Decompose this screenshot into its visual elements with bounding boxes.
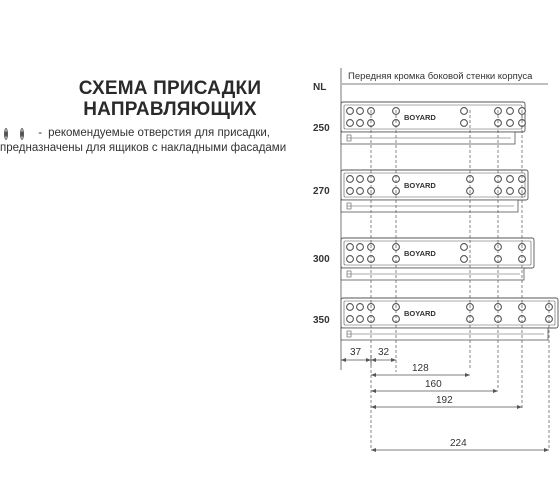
mounting-hole xyxy=(507,176,514,183)
slide-length-250: 250 xyxy=(313,123,330,134)
dim-160: 160 xyxy=(425,379,442,390)
dim-128: 128 xyxy=(412,363,429,374)
rail-brand-label: BOYARD xyxy=(404,113,436,122)
slide-rail-300 xyxy=(341,238,534,280)
slide-rail-270 xyxy=(341,170,528,212)
slide-rail-350 xyxy=(341,298,558,340)
mounting-hole xyxy=(357,176,364,183)
mounting-hole xyxy=(347,256,354,263)
mounting-hole xyxy=(347,108,354,115)
mounting-hole xyxy=(347,316,354,323)
mounting-hole xyxy=(357,316,364,323)
mounting-hole xyxy=(507,188,514,195)
legend-text-line-2: предназначены для ящиков с накладными фасадами xyxy=(0,142,287,154)
mounting-hole xyxy=(357,256,364,263)
mounting-hole xyxy=(357,188,364,195)
dim-224: 224 xyxy=(450,438,467,449)
mounting-hole xyxy=(357,244,364,251)
nl-label: NL xyxy=(313,82,327,93)
dim-32: 32 xyxy=(378,347,390,358)
mounting-hole xyxy=(461,244,468,251)
mounting-hole xyxy=(357,108,364,115)
legend-dash: - xyxy=(38,127,43,139)
rail-body xyxy=(341,298,558,328)
rail-brand-label: BOYARD xyxy=(404,181,436,190)
mounting-hole xyxy=(461,120,468,127)
rails-group xyxy=(341,102,558,340)
mounting-hole xyxy=(347,120,354,127)
dim-192: 192 xyxy=(436,395,453,406)
front-edge-label: Передняя кромка боковой стенки корпуса xyxy=(348,71,533,82)
mounting-hole xyxy=(461,256,468,263)
rail-body xyxy=(341,238,534,268)
slide-length-270: 270 xyxy=(313,186,330,197)
mounting-hole xyxy=(507,120,514,127)
slide-length-300: 300 xyxy=(313,254,330,265)
mounting-hole xyxy=(347,188,354,195)
rail-brand-label: BOYARD xyxy=(404,309,436,318)
mounting-hole xyxy=(357,304,364,311)
dim-37: 37 xyxy=(350,347,362,358)
mounting-hole xyxy=(347,176,354,183)
dimension-labels xyxy=(350,347,467,449)
title-line-2: НАПРАВЛЯЮЩИХ xyxy=(83,99,257,120)
legend-text-line-1: рекомендуемые отверстия для присадки, xyxy=(48,127,270,139)
mounting-hole xyxy=(347,304,354,311)
mounting-hole xyxy=(507,108,514,115)
slide-length-350: 350 xyxy=(313,315,330,326)
mounting-hole xyxy=(347,244,354,251)
mounting-hole xyxy=(461,108,468,115)
title-line-1: СХЕМА ПРИСАДКИ xyxy=(78,78,262,99)
rail-brand-label: BOYARD xyxy=(404,249,436,258)
mounting-hole xyxy=(357,120,364,127)
